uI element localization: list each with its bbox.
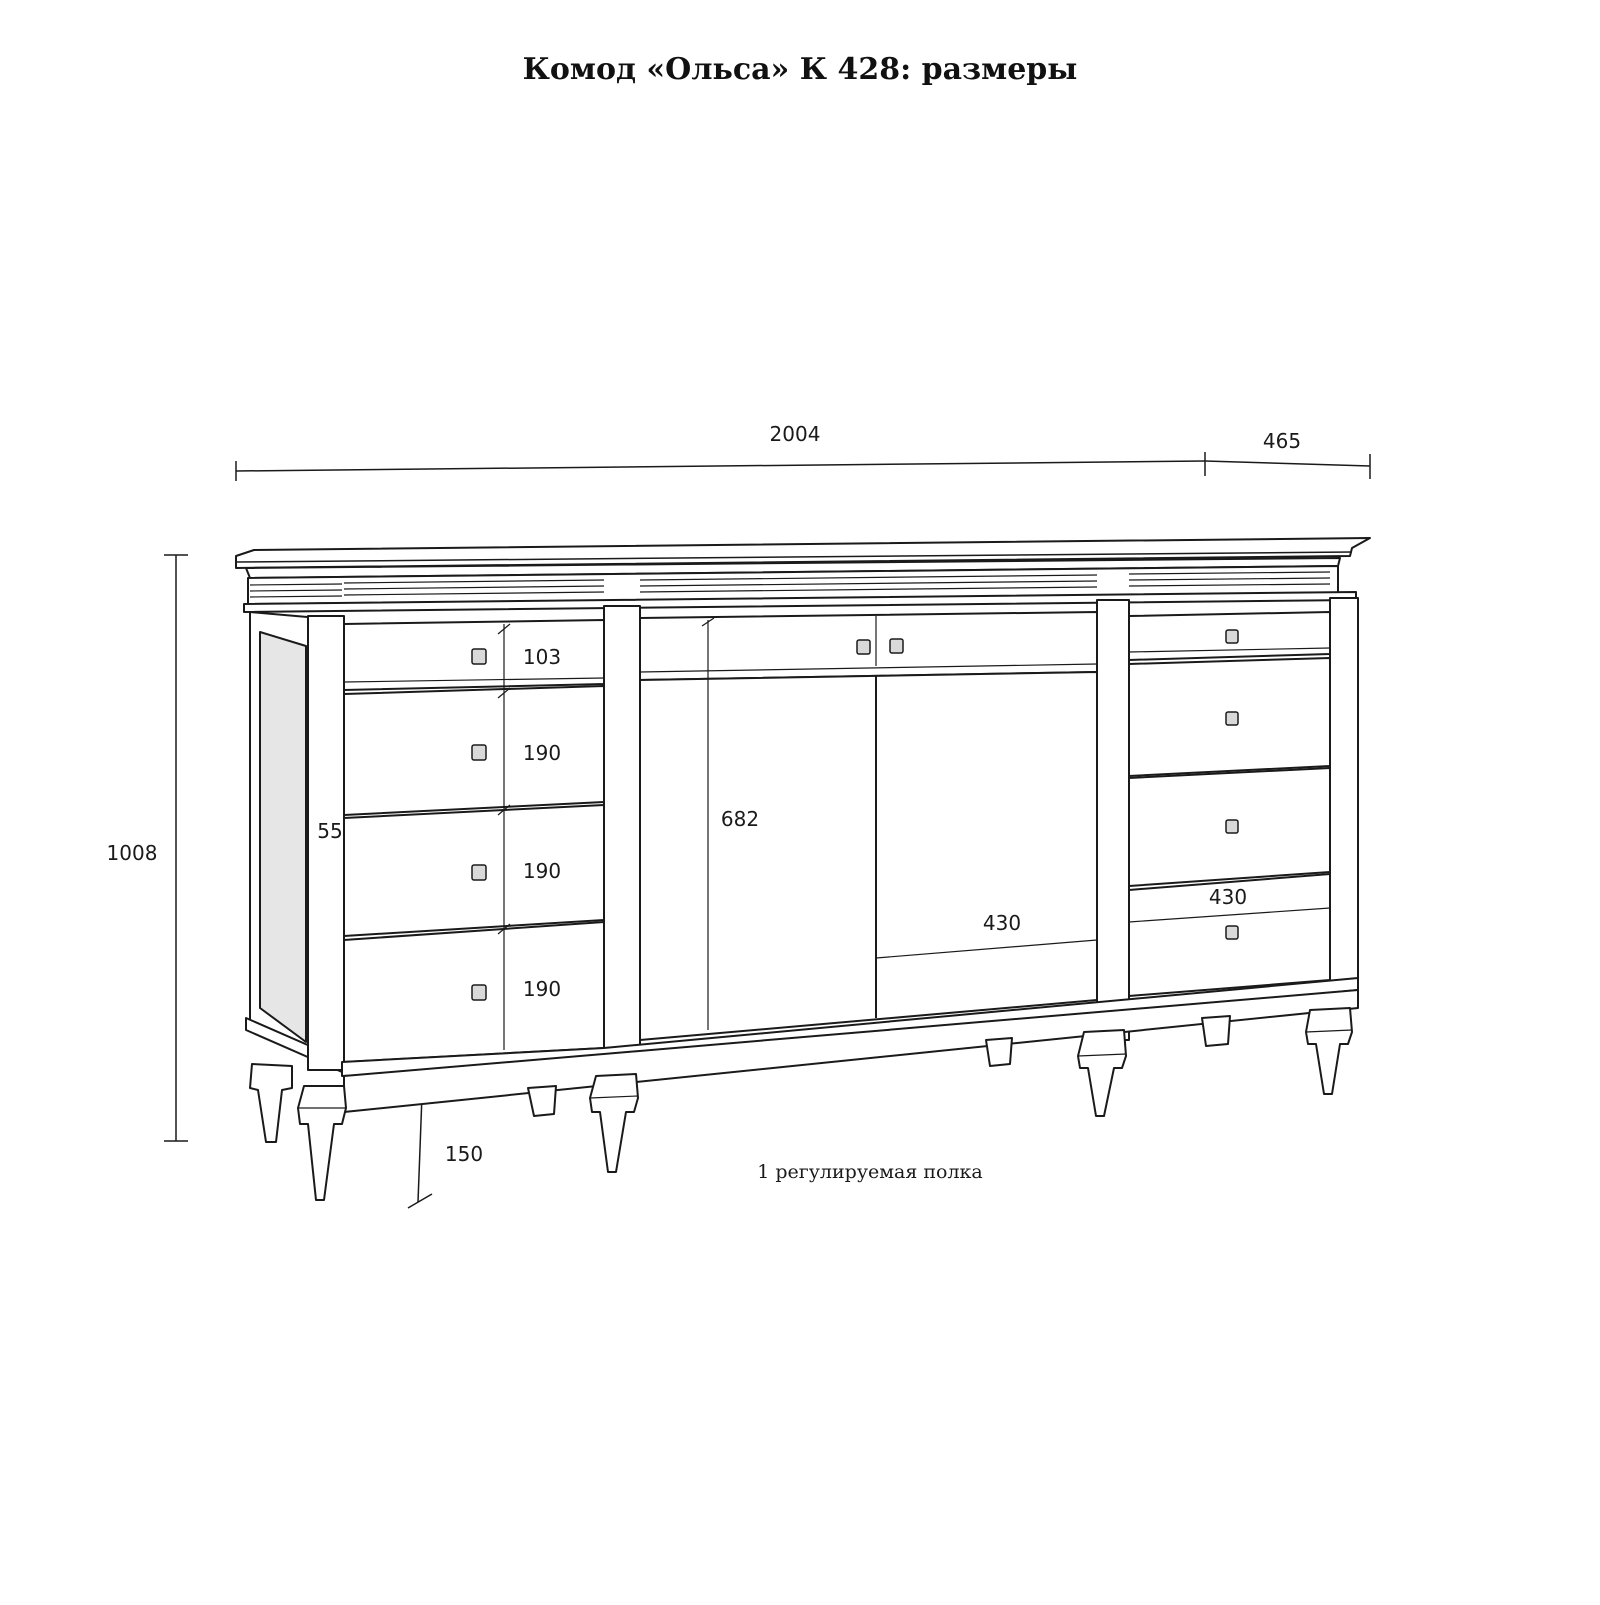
center-doors xyxy=(640,612,1097,1040)
handle-icon xyxy=(1226,630,1238,643)
dim-depth: 465 xyxy=(1262,429,1302,453)
dim-total-width: 2004 xyxy=(769,422,821,446)
dim-left-drawer-2: 190 xyxy=(522,859,562,883)
leg-back-center-right xyxy=(986,1038,1012,1066)
front-post-right xyxy=(1330,598,1358,994)
handle-icon xyxy=(857,640,870,654)
handle-icon xyxy=(1226,926,1238,939)
leg-height-dimension-line xyxy=(408,1089,433,1208)
dim-side-recess: 55 xyxy=(317,819,343,843)
shelf-note: 1 регулируемая полка xyxy=(757,1161,983,1183)
handle-icon xyxy=(1226,712,1238,725)
front-post-mid-left xyxy=(604,606,640,1056)
front-post-left xyxy=(308,616,344,1070)
leg-back-right xyxy=(1202,1016,1230,1046)
leg-back-center-left xyxy=(528,1086,556,1116)
width-dimension-line xyxy=(236,452,1205,481)
dim-leg-height: 150 xyxy=(444,1142,484,1166)
height-dimension-line xyxy=(164,555,188,1141)
handle-icon xyxy=(472,865,486,880)
front-post-mid-right xyxy=(1097,600,1129,1040)
dim-left-drawer-1: 190 xyxy=(522,741,562,765)
depth-dimension-line xyxy=(1205,454,1370,479)
dim-left-top-drawer: 103 xyxy=(522,645,562,669)
handle-icon xyxy=(890,639,903,653)
handle-icon xyxy=(472,649,486,664)
leg-front-left xyxy=(298,1086,346,1200)
dim-door-height: 682 xyxy=(720,807,760,831)
leg-front-center-left xyxy=(590,1074,638,1172)
dim-right-drawer-width: 430 xyxy=(1208,885,1248,909)
leg-back-left xyxy=(250,1064,292,1142)
dim-left-drawer-3: 190 xyxy=(522,977,562,1001)
handle-icon xyxy=(1226,820,1238,833)
leg-front-right xyxy=(1306,1008,1352,1094)
leg-front-center-right xyxy=(1078,1030,1126,1116)
handle-icon xyxy=(472,745,486,760)
handle-icon xyxy=(472,985,486,1000)
page-title: Комод «Ольса» К 428: размеры xyxy=(522,52,1078,87)
dim-total-height: 1008 xyxy=(106,841,158,865)
dim-door-width: 430 xyxy=(982,911,1022,935)
